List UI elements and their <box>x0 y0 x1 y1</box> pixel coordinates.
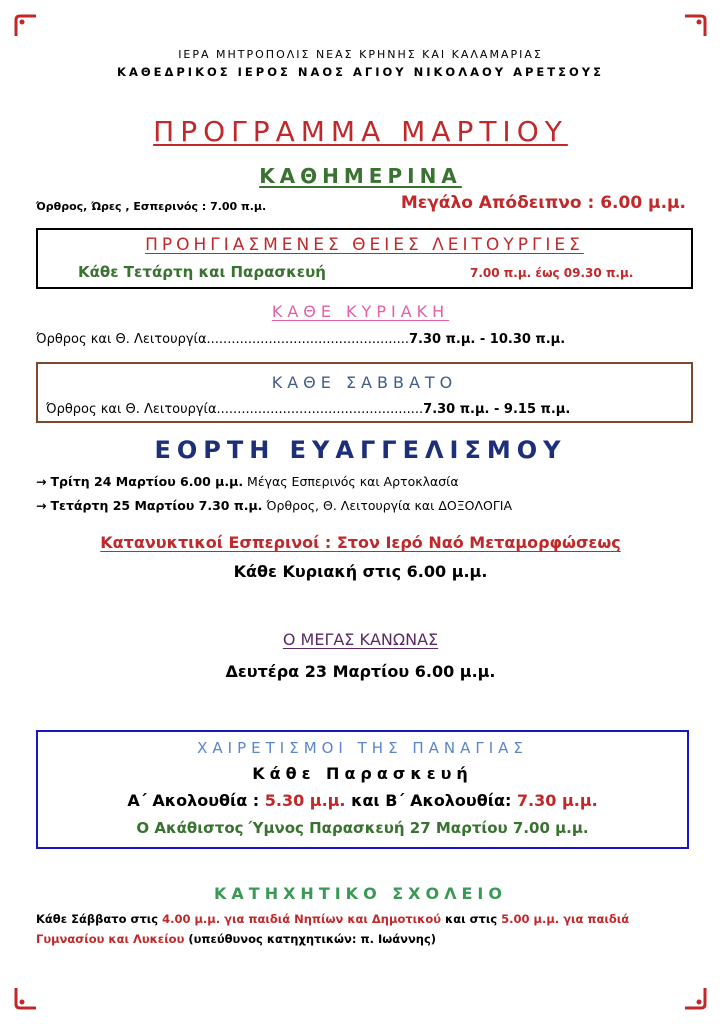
daily-compline: Μεγάλο Απόδειπνο : 6.00 μ.μ. <box>400 193 686 213</box>
saturday-heading: ΚΑΘΕ ΣΑΒΒΑΤΟ <box>271 373 458 392</box>
salutations-box <box>36 730 689 849</box>
annunciation-item <box>36 474 459 489</box>
catechism-responsible: (υπεύθυνος κατηχητικών: π. Ιωάννης) <box>184 932 437 946</box>
salutations-day: Κάθε Παρασκευή <box>252 764 473 783</box>
catechism-intro: Κάθε Σάββατο στις <box>36 912 163 926</box>
arrow-right-icon: → <box>36 498 47 513</box>
akathist-hymn: Ο Ακάθιστος Ύμνος Παρασκευή 27 Μαρτίου 7.00 μ.μ. <box>136 819 589 837</box>
catechism-secondary-schools: Γυμνασίου και Λυκείου <box>36 932 185 946</box>
catechism-primary: 4.00 μ.μ. για παιδιά Νηπίων και Δημοτικού <box>162 912 442 926</box>
annunciation-heading: ΕΟΡΤΗ ΕΥΑΓΓΕΛΙΣΜΟΥ <box>154 436 567 464</box>
cathedral-name: ΚΑΘΕΔΡΙΚΟΣ ΙΕΡΟΣ ΝΑΟΣ ΑΓΙΟΥ ΝΙΚΟΛΑΟΥ ΑΡΕΤΣΟΥΣ <box>117 65 604 79</box>
corner-ornament-icon <box>683 14 707 38</box>
second-service-label: και Β΄ Ακολουθία: <box>345 791 517 810</box>
sunday-time: 7.30 π.μ. - 10.30 π.μ. <box>409 332 566 347</box>
corner-ornament-icon <box>683 986 707 1010</box>
canon-time: Δευτέρα 23 Μαρτίου 6.00 μ.μ. <box>225 662 496 681</box>
sunday-dots: ................................................. <box>206 332 410 347</box>
saturday-service: Όρθρος και Θ. Λειτουργία <box>46 402 217 417</box>
saturday-time: 7.30 π.μ. - 9.15 π.μ. <box>423 402 571 417</box>
saturday-row <box>46 402 570 417</box>
daily-services: Όρθρος, Ώρες , Εσπερινός : 7.00 π.μ. <box>36 200 267 213</box>
metropolis-name: ΙΕΡΑ ΜΗΤΡΟΠΟΛΙΣ ΝΕΑΣ ΚΡΗΝΗΣ ΚΑΙ ΚΑΛΑΜΑΡΙΑΣ <box>178 48 543 61</box>
corner-ornament-icon <box>14 986 38 1010</box>
presanctified-days: Κάθε Τετάρτη και Παρασκευή <box>78 263 326 281</box>
corner-ornament-icon <box>14 14 38 38</box>
daily-heading: ΚΑΘΗΜΕΡΙΝΑ <box>259 164 462 188</box>
saturday-dots: .................................................. <box>216 402 424 417</box>
arrow-right-icon: → <box>36 474 47 489</box>
presanctified-heading: ΠΡΟΗΓΙΑΣΜΕΝΕΣ ΘΕΙΕΣ ΛΕΙΤΟΥΡΓΙΕΣ <box>145 235 584 255</box>
annunciation-date: Τετάρτη 25 Μαρτίου 7.30 π.μ. <box>50 498 263 513</box>
vespers-heading: Κατανυκτικοί Εσπερινοί : Στον Ιερό Ναό Μεταμορφώσεως <box>100 533 621 552</box>
catechism-line-1 <box>36 912 629 926</box>
annunciation-text: Όρθρος, Θ. Λειτουργία και ΔΟΞΟΛΟΓΙΑ <box>262 498 513 513</box>
sunday-heading: ΚΑΘΕ ΚΥΡΙΑΚΗ <box>271 302 450 321</box>
catechism-and: και στις <box>441 912 502 926</box>
catechism-secondary: 5.00 μ.μ. για παιδιά <box>501 912 630 926</box>
presanctified-time: 7.00 π.μ. έως 09.30 π.μ. <box>470 266 634 280</box>
second-service-time: 7.30 μ.μ. <box>516 791 598 810</box>
canon-heading: Ο ΜΕΓΑΣ ΚΑΝΩΝΑΣ <box>282 630 439 649</box>
sunday-row <box>36 332 565 347</box>
sunday-service: Όρθρος και Θ. Λειτουργία <box>36 332 207 347</box>
annunciation-date: Τρίτη 24 Μαρτίου 6.00 μ.μ. <box>50 474 244 489</box>
catechism-line-2 <box>36 932 436 946</box>
saturday-box <box>36 362 693 423</box>
vespers-time: Κάθε Κυριακή στις 6.00 μ.μ. <box>233 562 488 581</box>
salutations-heading: ΧΑΙΡΕΤΙΣΜΟΙ ΤΗΣ ΠΑΝΑΓΙΑΣ <box>197 739 528 757</box>
page-title: ΠΡΟΓΡΑΜΜΑ ΜΑΡΤΙΟΥ <box>153 115 568 148</box>
annunciation-item <box>36 498 512 513</box>
presanctified-box <box>36 228 693 289</box>
annunciation-text: Μέγας Εσπερινός και Αρτοκλασία <box>243 474 459 489</box>
salutations-services <box>38 791 687 810</box>
first-service-time: 5.30 μ.μ. <box>264 791 346 810</box>
first-service-label: Α΄ Ακολουθία : <box>127 791 265 810</box>
catechism-heading: ΚΑΤΗΧΗΤΙΚΟ ΣΧΟΛΕΙΟ <box>214 884 507 903</box>
